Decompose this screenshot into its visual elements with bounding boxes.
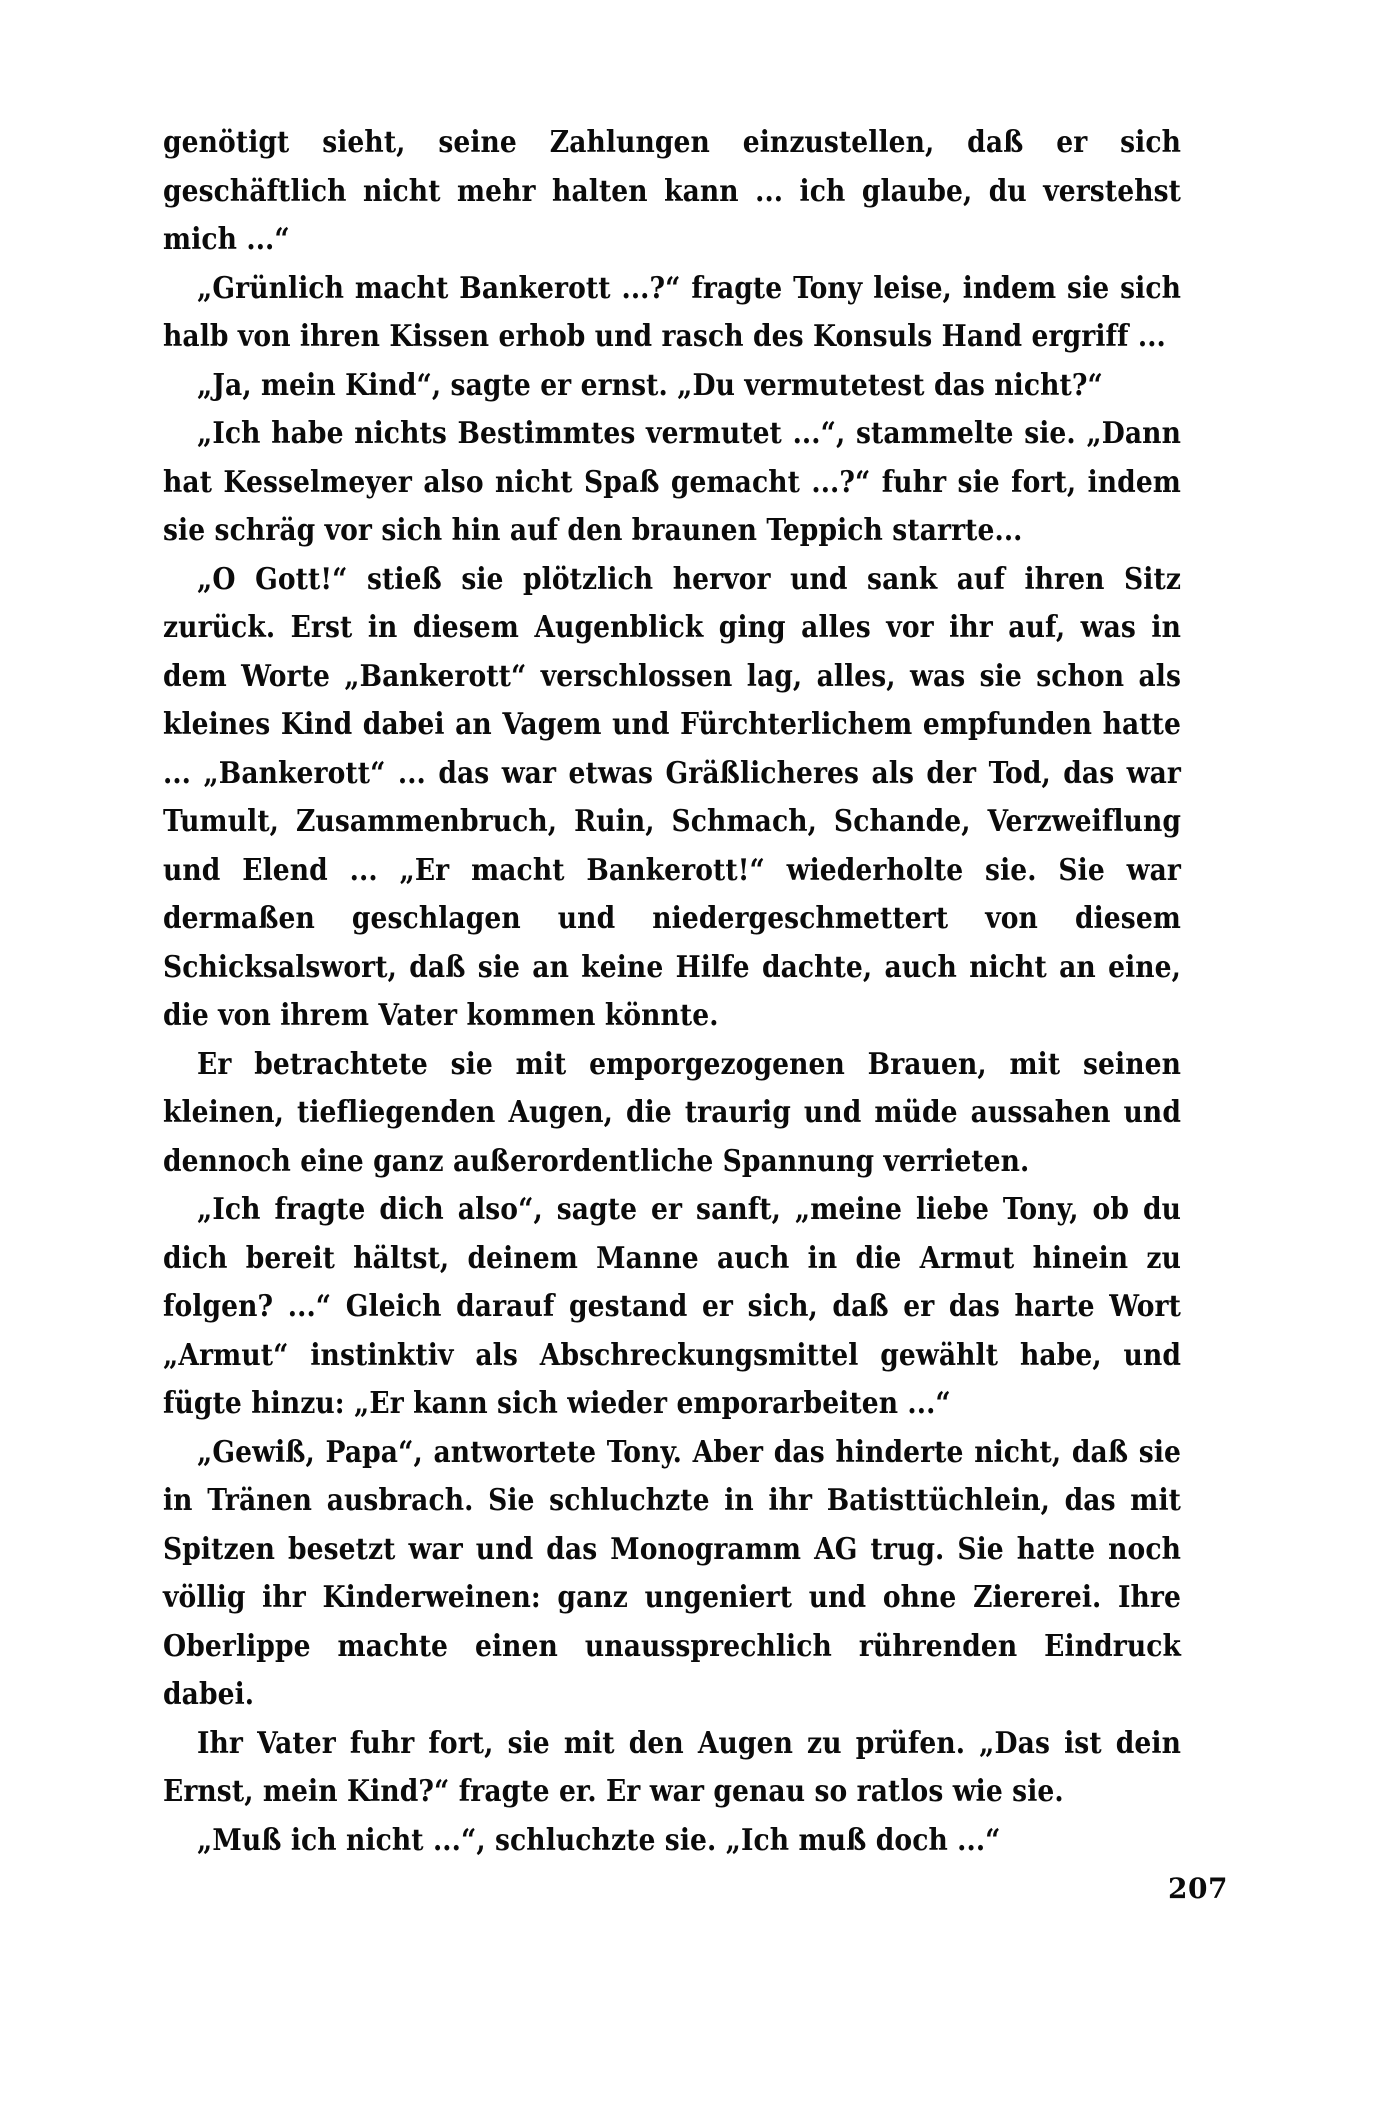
paragraph-7: „Ich fragte dich also“, sagte er sanft, „meine liebe Tony, ob du dich bereit hältst, deinem Manne auch in die Armut hinein zu folgen? ...“ Gleich darauf gestand er sich, daß er das harte Wort „Armut“ instinktiv als Abschreckungsmittel gewählt habe, und fügte hinzu: „Er kann sich wieder emporarbeiten ...“ <box>163 1191 1181 1420</box>
paragraph-2: „Grünlich macht Bankerott ...?“ fragte Tony leise, indem sie sich halb von ihren Kissen erhob und rasch des Konsuls Hand ergriff ... <box>163 269 1181 353</box>
paragraph-1: genötigt sieht, seine Zahlungen einzustellen, daß er sich geschäftlich nicht mehr halten kann ... ich glaube, du verstehst mich ...“ <box>163 124 1181 256</box>
paragraph-5: „O Gott!“ stieß sie plötzlich hervor und sank auf ihren Sitz zurück. Erst in diesem Augenblick ging alles vor ihr auf, was in dem Worte „Bankerott“ verschlossen lag, alles, was sie schon als kleines Kind dabei an Vagem und Fürchterlichem empfunden hatte ... „Bankerott“ ... das war etwas Gräßlicheres als der Tod, das war Tumult, Zusammenbruch, Ruin, Schmach, Schande, Verzweiflung und Elend ... „Er macht Bankerott!“ wiederholte sie. Sie war dermaßen geschlagen und niedergeschmettert von diesem Schicksalswort, daß sie an keine Hilfe dachte, auch nicht an eine, die von ihrem Vater kommen könnte. <box>163 560 1181 1032</box>
page-number: 207 <box>1168 1872 1228 1905</box>
paragraph-8: „Gewiß, Papa“, antwortete Tony. Aber das hinderte nicht, daß sie in Tränen ausbrach. Sie schluchzte in ihr Batisttüchlein, das mit Spitzen besetzt war und das Monogramm AG trug. Sie hatte noch völlig ihr Kinderweinen: ganz ungeniert und ohne Ziererei. Ihre Oberlippe machte einen unaussprechlich rührenden Eindruck dabei. <box>163 1433 1181 1711</box>
paragraph-9: Ihr Vater fuhr fort, sie mit den Augen zu prüfen. „Das ist dein Ernst, mein Kind?“ fragte er. Er war genau so ratlos wie sie. <box>163 1724 1181 1808</box>
paragraph-4: „Ich habe nichts Bestimmtes vermutet ...“, stammelte sie. „Dann hat Kesselmeyer also nicht Spaß gemacht ...?“ fuhr sie fort, indem sie schräg vor sich hin auf den braunen Teppich starrte... <box>163 415 1181 547</box>
paragraph-3: „Ja, mein Kind“, sagte er ernst. „Du vermutetest das nicht?“ <box>197 366 1103 402</box>
paragraph-10: „Muß ich nicht ...“, schluchzte sie. „Ich muß doch ...“ <box>197 1821 1001 1857</box>
paragraph-6: Er betrachtete sie mit emporgezogenen Brauen, mit seinen kleinen, tiefliegenden Augen, die traurig und müde aussahen und dennoch eine ganz außerordentliche Spannung verrieten. <box>163 1045 1181 1178</box>
page-text-body <box>163 118 1181 1864</box>
